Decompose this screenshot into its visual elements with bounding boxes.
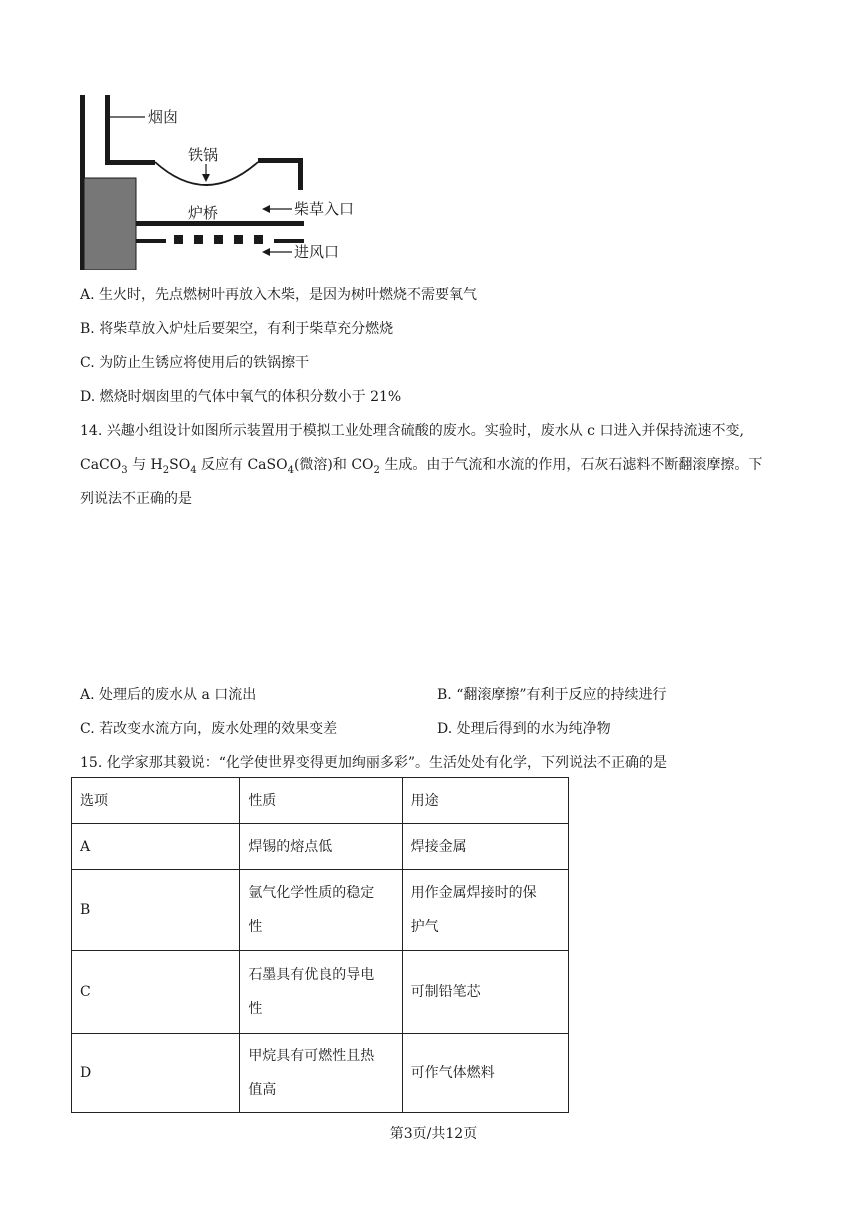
table-row	[72, 1034, 569, 1113]
table-row	[72, 870, 569, 951]
q14-stem-line3: 列说法不正确的是	[80, 491, 192, 507]
grate-bar	[214, 235, 223, 244]
grate-bar	[234, 235, 243, 244]
q14-stem-line1: 14. 兴趣小组设计如图所示装置用于模拟工业处理含硫酸的废水。实验时，废水从 c 口进入并保持流速不变,	[80, 423, 744, 439]
ledge-right	[258, 158, 303, 163]
table-row	[72, 824, 569, 870]
q13-option-a: A. 生火时，先点燃树叶再放入木柴，是因为树叶燃烧不需要氧气	[80, 287, 478, 303]
bridge-label: 炉桥	[188, 204, 219, 222]
q15-table	[71, 777, 569, 1113]
table-cell-use: 用作金属焊接时的保 护气	[402, 870, 568, 951]
table-cell-option: B	[72, 870, 240, 951]
fuel-shelf	[136, 221, 304, 226]
grate-bar	[194, 235, 203, 244]
page-footer: 第3页/共12页	[389, 1126, 478, 1142]
header-property: 性质	[240, 778, 402, 824]
table-header-row	[72, 778, 569, 824]
ledge-left	[105, 160, 155, 165]
pot-label: 铁锅	[188, 146, 219, 164]
table-cell-property: 石墨具有优良的导电 性	[240, 951, 402, 1034]
table-cell-option: D	[72, 1034, 240, 1113]
q13-option-c: C. 为防止生锈应将使用后的铁锅擦干	[80, 355, 310, 371]
q13-option-d: D. 燃烧时烟囱里的气体中氧气的体积分数小于 21%	[80, 389, 402, 405]
q14-option-c: C. 若改变水流方向，废水处理的效果变差	[80, 721, 338, 737]
fuel-inlet-label: 柴草入口	[294, 200, 355, 218]
table-cell-option: C	[72, 951, 240, 1034]
q14-stem-line2: CaCO$_3$ 与 $H_2SO_4$ 反应有 CaSO$_4$(微溶)和 $CO_2$ 生成。由于气流和水流的作用，石灰石滤料不断翻滚摩擦。下	[80, 457, 763, 476]
grate-bar	[254, 235, 263, 244]
table-cell-property: 焊锡的熔点低	[240, 824, 402, 870]
table-cell-use: 可作气体燃料	[402, 1034, 568, 1113]
q13-option-b: B. 将柴草放入炉灶后要架空，有利于柴草充分燃烧	[80, 321, 394, 337]
table-row	[72, 951, 569, 1034]
q14-option-b: B. “翻滚摩擦”有利于反应的持续进行	[437, 687, 667, 703]
table-cell-option: A	[72, 824, 240, 870]
chimney-label: 烟囱	[148, 108, 179, 126]
stove-diagram	[70, 90, 380, 270]
q14-option-d: D. 处理后得到的水为纯净物	[437, 721, 611, 737]
q14-option-a: A. 处理后的废水从 a 口流出	[80, 687, 257, 703]
table-cell-use: 可制铅笔芯	[402, 951, 568, 1034]
table-cell-use: 焊接金属	[402, 824, 568, 870]
air-inlet-label: 进风口	[294, 243, 340, 261]
header-use: 用途	[402, 778, 568, 824]
front-wall	[298, 158, 303, 190]
table-cell-property: 氩气化学性质的稳定 性	[240, 870, 402, 951]
q15-stem: 15. 化学家那其毅说：“化学使世界变得更加绚丽多彩”。生活处处有化学，下列说法不正确的是	[80, 755, 668, 771]
table-cell-property: 甲烷具有可燃性且热 值高	[240, 1034, 402, 1113]
chimney-wall-right	[105, 95, 110, 165]
header-option: 选项	[72, 778, 240, 824]
stove-body	[84, 178, 136, 270]
grate-bar	[174, 235, 183, 244]
